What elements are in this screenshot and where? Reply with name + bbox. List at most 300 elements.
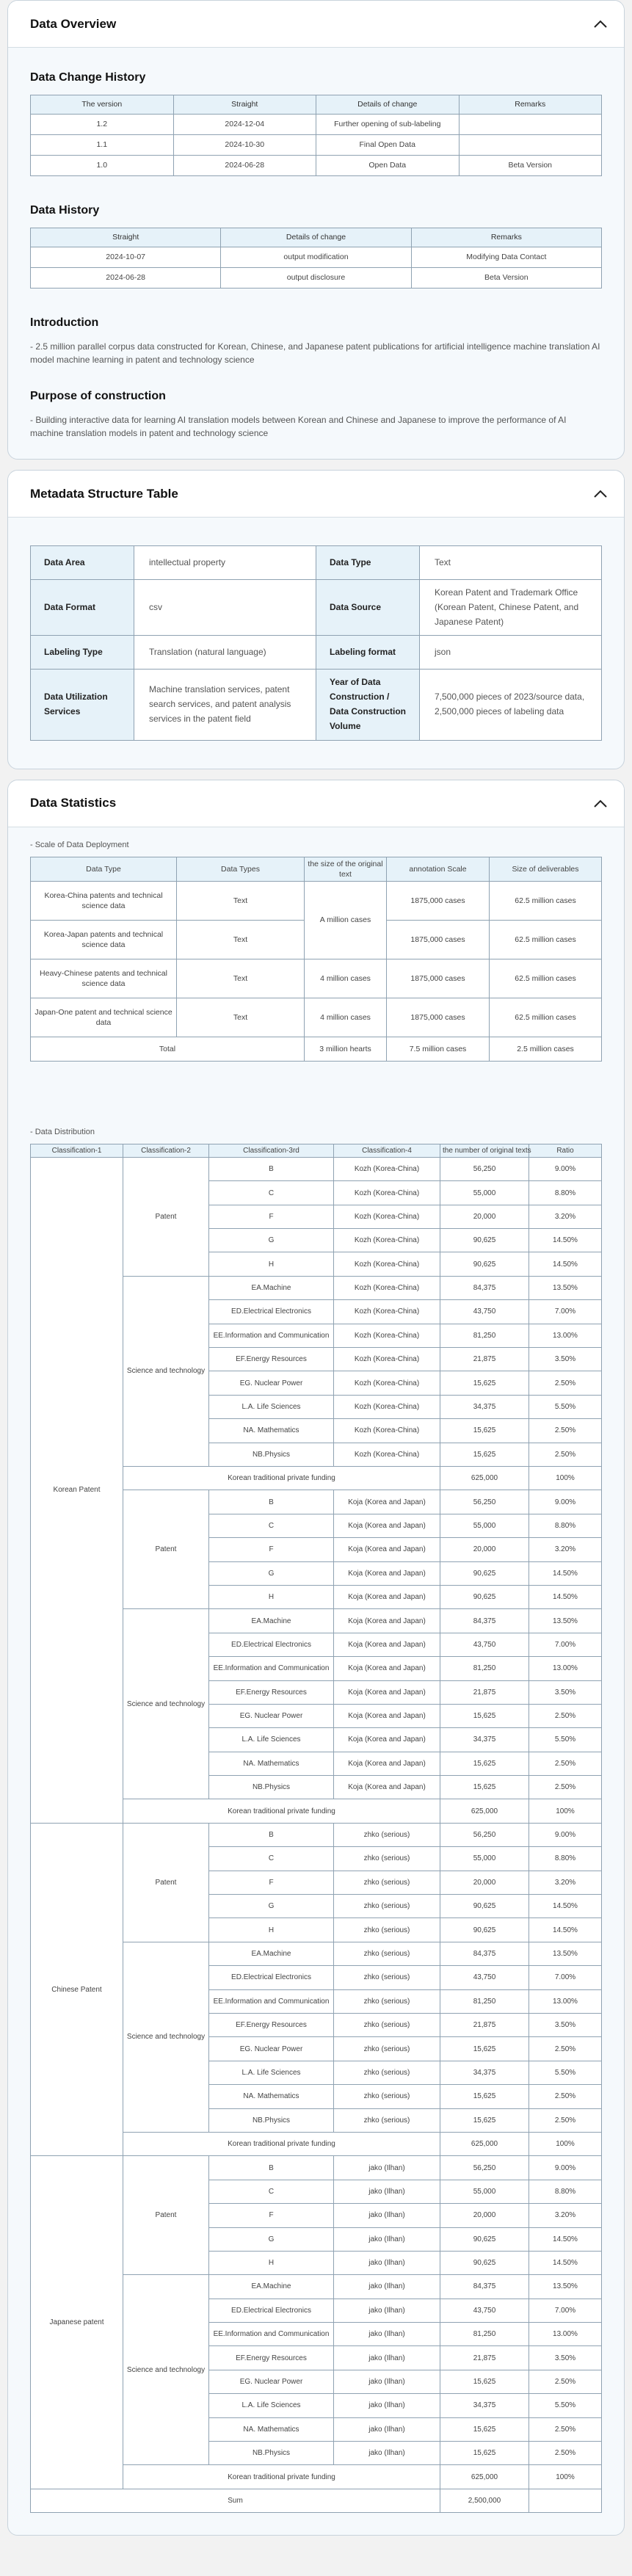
classification-3: EE.Information and Communication (209, 1657, 334, 1680)
classification-2: Patent (123, 1490, 209, 1609)
classification-4: Kozh (Korea-China) (334, 1395, 440, 1418)
original-count: 90,625 (440, 1895, 529, 1918)
metadata-title: Metadata Structure Table (30, 486, 178, 501)
original-count: 21,875 (440, 2346, 529, 2370)
column-header: Details of change (221, 228, 411, 247)
original-count: 90,625 (440, 1561, 529, 1585)
classification-3: EG. Nuclear Power (209, 1704, 334, 1727)
metadata-row (31, 580, 602, 636)
original-count: 81,250 (440, 1324, 529, 1347)
ratio: 3.20% (529, 1205, 602, 1228)
ratio: 14.50% (529, 1252, 602, 1276)
scale-original-size: 4 million cases (305, 998, 387, 1037)
classification-4: jako (Ilhan) (334, 2275, 440, 2299)
classification-4: Koja (Korea and Japan) (334, 1609, 440, 1633)
classification-3: G (209, 2227, 334, 2251)
introduction-text: - 2.5 million parallel corpus data constructed for Korean, Chinese, and Japanese patent publications for artificial intelligence machine translation AI model machine learning in patent and technology science (30, 341, 600, 365)
classification-3: EF.Energy Resources (209, 2013, 334, 2036)
classification-1: Japanese patent (31, 2156, 123, 2489)
subtotal-label: Korean traditional private funding (123, 1799, 440, 1823)
column-header: Classification-1 (31, 1144, 123, 1157)
classification-3: NA. Mathematics (209, 2417, 334, 2441)
classification-4: jako (Ilhan) (334, 2323, 440, 2346)
original-count: 34,375 (440, 1395, 529, 1418)
original-count: 15,625 (440, 2442, 529, 2465)
table-cell: Beta Version (459, 156, 602, 176)
metadata-header[interactable] (8, 471, 624, 518)
ratio: 2.50% (529, 1704, 602, 1727)
ratio: 7.00% (529, 2299, 602, 2322)
original-count: 55,000 (440, 1847, 529, 1871)
ratio: 8.80% (529, 1514, 602, 1537)
collapse-chevron-icon[interactable] (592, 15, 609, 33)
ratio: 7.00% (529, 1300, 602, 1324)
table-cell: output disclosure (221, 268, 411, 289)
sum-value: 2,500,000 (440, 2489, 529, 2512)
original-count: 81,250 (440, 2323, 529, 2346)
subtotal-label: Korean traditional private funding (123, 2465, 440, 2489)
scale-original-size: A million cases (305, 881, 387, 959)
subtotal-ratio: 100% (529, 1799, 602, 1823)
original-count: 56,250 (440, 1490, 529, 1514)
classification-3: G (209, 1895, 334, 1918)
classification-3: B (209, 2156, 334, 2180)
classification-3: NB.Physics (209, 2442, 334, 2465)
table-cell: Final Open Data (316, 135, 460, 156)
original-count: 20,000 (440, 1538, 529, 1561)
classification-3: EE.Information and Communication (209, 1989, 334, 2013)
original-count: 15,625 (440, 1776, 529, 1799)
classification-3: F (209, 2204, 334, 2227)
scale-data-kind: Text (177, 998, 305, 1037)
classification-3: G (209, 1561, 334, 1585)
classification-3: B (209, 1157, 334, 1180)
table-row (31, 156, 602, 176)
classification-4: Koja (Korea and Japan) (334, 1728, 440, 1752)
subtotal-label: Korean traditional private funding (123, 1467, 440, 1490)
data-overview-title: Data Overview (30, 16, 117, 31)
scale-data-type: Heavy-Chinese patents and technical science data (31, 959, 177, 998)
ratio: 13.50% (529, 1276, 602, 1299)
table-cell: 2024-10-30 (173, 135, 316, 156)
data-overview-header[interactable] (8, 1, 624, 48)
scale-data-kind: Text (177, 959, 305, 998)
ratio: 14.50% (529, 2251, 602, 2274)
collapse-chevron-icon[interactable] (592, 485, 609, 503)
metadata-value: csv (134, 580, 316, 636)
original-count: 15,625 (440, 2108, 529, 2132)
classification-4: zhko (serious) (334, 1847, 440, 1871)
ratio: 2.50% (529, 1419, 602, 1443)
classification-3: NB.Physics (209, 2108, 334, 2132)
classification-4: Koja (Korea and Japan) (334, 1752, 440, 1775)
classification-4: jako (Ilhan) (334, 2346, 440, 2370)
collapse-chevron-icon[interactable] (592, 794, 609, 812)
ratio: 7.00% (529, 1633, 602, 1656)
column-header: Data Type (31, 857, 177, 881)
statistics-header[interactable] (8, 780, 624, 827)
classification-3: L.A. Life Sciences (209, 2394, 334, 2417)
classification-3: C (209, 1514, 334, 1537)
scale-row (31, 998, 602, 1037)
classification-3: F (209, 1871, 334, 1894)
classification-4: Kozh (Korea-China) (334, 1419, 440, 1443)
ratio: 14.50% (529, 1918, 602, 1942)
classification-3: EF.Energy Resources (209, 1348, 334, 1371)
column-header: Ratio (529, 1144, 602, 1157)
classification-3: EE.Information and Communication (209, 1324, 334, 1347)
classification-4: jako (Ilhan) (334, 2204, 440, 2227)
ratio: 3.50% (529, 1680, 602, 1704)
metadata-value: Korean Patent and Trademark Office (Korean Patent, Chinese Patent, and Japanese Patent) (420, 580, 602, 636)
statistics-title: Data Statistics (30, 796, 117, 810)
classification-2: Science and technology (123, 1942, 209, 2132)
metadata-value: Machine translation services, patent search services, and patent analysis services in the patent field (134, 670, 316, 740)
scale-original-size: 4 million cases (305, 959, 387, 998)
original-count: 43,750 (440, 1300, 529, 1324)
metadata-row (31, 546, 602, 580)
classification-3: L.A. Life Sciences (209, 1728, 334, 1752)
ratio: 2.50% (529, 2442, 602, 2465)
classification-3: NA. Mathematics (209, 1752, 334, 1775)
classification-3: EE.Information and Communication (209, 2323, 334, 2346)
scale-row (31, 959, 602, 998)
original-count: 84,375 (440, 2275, 529, 2299)
table-cell: 1.0 (31, 156, 174, 176)
classification-3: ED.Electrical Electronics (209, 1966, 334, 1989)
table-cell: Modifying Data Contact (411, 247, 601, 268)
sum-row (31, 2489, 602, 2512)
classification-3: C (209, 1181, 334, 1205)
original-count: 84,375 (440, 1276, 529, 1299)
original-count: 56,250 (440, 1157, 529, 1180)
column-header: Straight (173, 95, 316, 115)
classification-3: NA. Mathematics (209, 1419, 334, 1443)
subtotal-count: 625,000 (440, 2465, 529, 2489)
classification-3: F (209, 1538, 334, 1561)
table-cell (459, 135, 602, 156)
introduction-heading: Introduction (30, 316, 99, 329)
subtotal-ratio: 100% (529, 2132, 602, 2155)
classification-4: zhko (serious) (334, 2061, 440, 2084)
original-count: 84,375 (440, 1609, 529, 1633)
data-overview-panel (7, 0, 625, 460)
ratio: 14.50% (529, 1561, 602, 1585)
scale-deliverables: 62.5 million cases (490, 959, 602, 998)
original-count: 55,000 (440, 1181, 529, 1205)
ratio: 3.50% (529, 1348, 602, 1371)
original-count: 56,250 (440, 1823, 529, 1846)
classification-4: Kozh (Korea-China) (334, 1229, 440, 1252)
original-count: 15,625 (440, 1752, 529, 1775)
ratio: 7.00% (529, 1966, 602, 1989)
original-count: 15,625 (440, 1704, 529, 1727)
scale-table (30, 857, 602, 1062)
column-header: the size of the original text (305, 857, 387, 881)
table-cell: 1.2 (31, 115, 174, 135)
classification-4: Koja (Korea and Japan) (334, 1633, 440, 1656)
column-header: Remarks (411, 228, 601, 247)
metadata-value: Text (420, 546, 602, 580)
classification-4: jako (Ilhan) (334, 2394, 440, 2417)
original-count: 15,625 (440, 2085, 529, 2108)
statistics-panel (7, 780, 625, 2536)
classification-4: zhko (serious) (334, 1823, 440, 1846)
metadata-value: Translation (natural language) (134, 636, 316, 670)
table-cell: Beta Version (411, 268, 601, 289)
metadata-panel (7, 470, 625, 769)
scale-row (31, 881, 602, 920)
classification-4: Kozh (Korea-China) (334, 1348, 440, 1371)
original-count: 55,000 (440, 1514, 529, 1537)
subtotal-ratio: 100% (529, 2465, 602, 2489)
ratio: 13.50% (529, 1942, 602, 1965)
ratio: 2.50% (529, 2037, 602, 2061)
distribution-row (31, 1823, 602, 1846)
classification-3: EG. Nuclear Power (209, 2370, 334, 2393)
scale-annotation: 1875,000 cases (387, 920, 490, 959)
classification-4: Kozh (Korea-China) (334, 1371, 440, 1395)
classification-4: zhko (serious) (334, 1918, 440, 1942)
classification-3: NB.Physics (209, 1776, 334, 1799)
classification-4: Koja (Korea and Japan) (334, 1561, 440, 1585)
original-count: 84,375 (440, 1942, 529, 1965)
classification-4: Kozh (Korea-China) (334, 1443, 440, 1466)
metadata-key: Data Format (31, 580, 134, 636)
classification-4: zhko (serious) (334, 2108, 440, 2132)
ratio: 5.50% (529, 1395, 602, 1418)
metadata-value: 7,500,000 pieces of 2023/source data, 2,500,000 pieces of labeling data (420, 670, 602, 740)
subtotal-label: Korean traditional private funding (123, 2132, 440, 2155)
table-cell: 2024-12-04 (173, 115, 316, 135)
classification-3: EA.Machine (209, 1942, 334, 1965)
classification-3: NA. Mathematics (209, 2085, 334, 2108)
scale-total-original: 3 million hearts (305, 1037, 387, 1061)
ratio: 2.50% (529, 1752, 602, 1775)
column-header: the number of original texts (440, 1144, 529, 1157)
column-header: Remarks (459, 95, 602, 115)
distribution-row (31, 1157, 602, 1180)
column-header: Details of change (316, 95, 460, 115)
ratio: 2.50% (529, 1371, 602, 1395)
ratio: 13.50% (529, 1609, 602, 1633)
ratio: 14.50% (529, 1229, 602, 1252)
classification-3: EF.Energy Resources (209, 1680, 334, 1704)
original-count: 15,625 (440, 2037, 529, 2061)
column-header: Classification-4 (334, 1144, 440, 1157)
original-count: 20,000 (440, 1205, 529, 1228)
classification-4: Koja (Korea and Japan) (334, 1538, 440, 1561)
classification-4: Koja (Korea and Japan) (334, 1585, 440, 1608)
metadata-table (30, 545, 602, 741)
scale-data-kind: Text (177, 881, 305, 920)
scale-total-annotation: 7.5 million cases (387, 1037, 490, 1061)
classification-4: jako (Ilhan) (334, 2417, 440, 2441)
classification-4: jako (Ilhan) (334, 2180, 440, 2203)
classification-3: H (209, 2251, 334, 2274)
original-count: 55,000 (440, 2180, 529, 2203)
classification-3: ED.Electrical Electronics (209, 1300, 334, 1324)
scale-data-type: Korea-Japan patents and technical science data (31, 920, 177, 959)
classification-4: zhko (serious) (334, 2013, 440, 2036)
classification-4: Koja (Korea and Japan) (334, 1704, 440, 1727)
classification-3: L.A. Life Sciences (209, 1395, 334, 1418)
ratio: 5.50% (529, 2394, 602, 2417)
table-cell: 2024-06-28 (31, 268, 221, 289)
classification-3: B (209, 1490, 334, 1514)
classification-4: jako (Ilhan) (334, 2251, 440, 2274)
original-count: 20,000 (440, 1871, 529, 1894)
ratio: 5.50% (529, 2061, 602, 2084)
table-cell (459, 115, 602, 135)
classification-3: C (209, 1847, 334, 1871)
classification-4: jako (Ilhan) (334, 2227, 440, 2251)
classification-3: H (209, 1252, 334, 1276)
classification-3: C (209, 2180, 334, 2203)
classification-3: EG. Nuclear Power (209, 1371, 334, 1395)
classification-3: ED.Electrical Electronics (209, 2299, 334, 2322)
classification-4: zhko (serious) (334, 1895, 440, 1918)
scale-label: - Scale of Data Deployment (30, 840, 129, 849)
ratio: 9.00% (529, 1490, 602, 1514)
classification-3: ED.Electrical Electronics (209, 1633, 334, 1656)
ratio: 8.80% (529, 1847, 602, 1871)
classification-3: EA.Machine (209, 1276, 334, 1299)
scale-deliverables: 62.5 million cases (490, 920, 602, 959)
original-count: 15,625 (440, 1419, 529, 1443)
metadata-key: Year of Data Construction / Data Construction Volume (316, 670, 420, 740)
subtotal-count: 625,000 (440, 1799, 529, 1823)
classification-4: Koja (Korea and Japan) (334, 1514, 440, 1537)
table-cell: Further opening of sub-labeling (316, 115, 460, 135)
classification-2: Science and technology (123, 2275, 209, 2465)
ratio: 13.00% (529, 2323, 602, 2346)
classification-4: Kozh (Korea-China) (334, 1205, 440, 1228)
original-count: 15,625 (440, 2370, 529, 2393)
ratio: 14.50% (529, 2227, 602, 2251)
scale-annotation: 1875,000 cases (387, 998, 490, 1037)
metadata-key: Labeling format (316, 636, 420, 670)
scale-total-deliverables: 2.5 million cases (490, 1037, 602, 1061)
scale-data-type: Korea-China patents and technical science data (31, 881, 177, 920)
classification-4: Koja (Korea and Japan) (334, 1680, 440, 1704)
column-header: Straight (31, 228, 221, 247)
original-count: 20,000 (440, 2204, 529, 2227)
data-history-table (30, 228, 602, 289)
classification-2: Science and technology (123, 1276, 209, 1466)
table-cell: 1.1 (31, 135, 174, 156)
ratio: 9.00% (529, 1823, 602, 1846)
ratio: 9.00% (529, 2156, 602, 2180)
classification-4: zhko (serious) (334, 1942, 440, 1965)
classification-4: Koja (Korea and Japan) (334, 1776, 440, 1799)
scale-data-type: Japan-One patent and technical science data (31, 998, 177, 1037)
original-count: 43,750 (440, 2299, 529, 2322)
change-history-table (30, 95, 602, 176)
original-count: 15,625 (440, 1443, 529, 1466)
classification-4: Koja (Korea and Japan) (334, 1490, 440, 1514)
scale-annotation: 1875,000 cases (387, 881, 490, 920)
classification-3: H (209, 1918, 334, 1942)
classification-4: zhko (serious) (334, 2085, 440, 2108)
original-count: 21,875 (440, 1348, 529, 1371)
classification-4: zhko (serious) (334, 1966, 440, 1989)
scale-deliverables: 62.5 million cases (490, 998, 602, 1037)
subtotal-count: 625,000 (440, 2132, 529, 2155)
sum-ratio (529, 2489, 602, 2512)
column-header: The version (31, 95, 174, 115)
data-history-heading: Data History (30, 204, 100, 217)
classification-4: jako (Ilhan) (334, 2442, 440, 2465)
distribution-label: - Data Distribution (30, 1127, 95, 1136)
ratio: 5.50% (529, 1728, 602, 1752)
purpose-heading: Purpose of construction (30, 390, 166, 402)
metadata-key: Data Source (316, 580, 420, 636)
original-count: 43,750 (440, 1633, 529, 1656)
classification-4: Koja (Korea and Japan) (334, 1657, 440, 1680)
metadata-row (31, 670, 602, 740)
table-row (31, 115, 602, 135)
table-row (31, 135, 602, 156)
classification-3: EA.Machine (209, 1609, 334, 1633)
scale-data-kind: Text (177, 920, 305, 959)
distribution-table (30, 1144, 602, 2513)
ratio: 3.50% (529, 2346, 602, 2370)
classification-4: jako (Ilhan) (334, 2299, 440, 2322)
ratio: 14.50% (529, 1895, 602, 1918)
classification-4: jako (Ilhan) (334, 2370, 440, 2393)
original-count: 90,625 (440, 1229, 529, 1252)
column-header: Size of deliverables (490, 857, 602, 881)
original-count: 34,375 (440, 2394, 529, 2417)
classification-1: Chinese Patent (31, 1823, 123, 2155)
original-count: 34,375 (440, 1728, 529, 1752)
ratio: 3.20% (529, 1538, 602, 1561)
original-count: 21,875 (440, 1680, 529, 1704)
column-header: Data Types (177, 857, 305, 881)
classification-2: Patent (123, 2156, 209, 2275)
classification-4: Kozh (Korea-China) (334, 1181, 440, 1205)
classification-4: zhko (serious) (334, 1871, 440, 1894)
distribution-row (31, 2156, 602, 2180)
original-count: 15,625 (440, 2417, 529, 2441)
purpose-text: - Building interactive data for learning AI translation models between Korean and Chinese and Japanese to improve the performance of AI machine translation models in patent and technology science (30, 415, 567, 438)
metadata-value: intellectual property (134, 546, 316, 580)
sum-label: Sum (31, 2489, 440, 2512)
original-count: 90,625 (440, 1252, 529, 1276)
table-cell: Open Data (316, 156, 460, 176)
classification-3: L.A. Life Sciences (209, 2061, 334, 2084)
classification-4: zhko (serious) (334, 1989, 440, 2013)
ratio: 2.50% (529, 1443, 602, 1466)
original-count: 90,625 (440, 1585, 529, 1608)
metadata-key: Data Type (316, 546, 420, 580)
classification-2: Patent (123, 1157, 209, 1276)
original-count: 34,375 (440, 2061, 529, 2084)
classification-3: B (209, 1823, 334, 1846)
classification-4: Kozh (Korea-China) (334, 1252, 440, 1276)
classification-2: Patent (123, 1823, 209, 1942)
ratio: 3.20% (529, 2204, 602, 2227)
subtotal-count: 625,000 (440, 1467, 529, 1490)
change-history-heading: Data Change History (30, 71, 146, 84)
table-cell: output modification (221, 247, 411, 268)
original-count: 90,625 (440, 2227, 529, 2251)
classification-4: Kozh (Korea-China) (334, 1276, 440, 1299)
scale-total-row (31, 1037, 602, 1061)
column-header: Classification-2 (123, 1144, 209, 1157)
original-count: 90,625 (440, 1918, 529, 1942)
